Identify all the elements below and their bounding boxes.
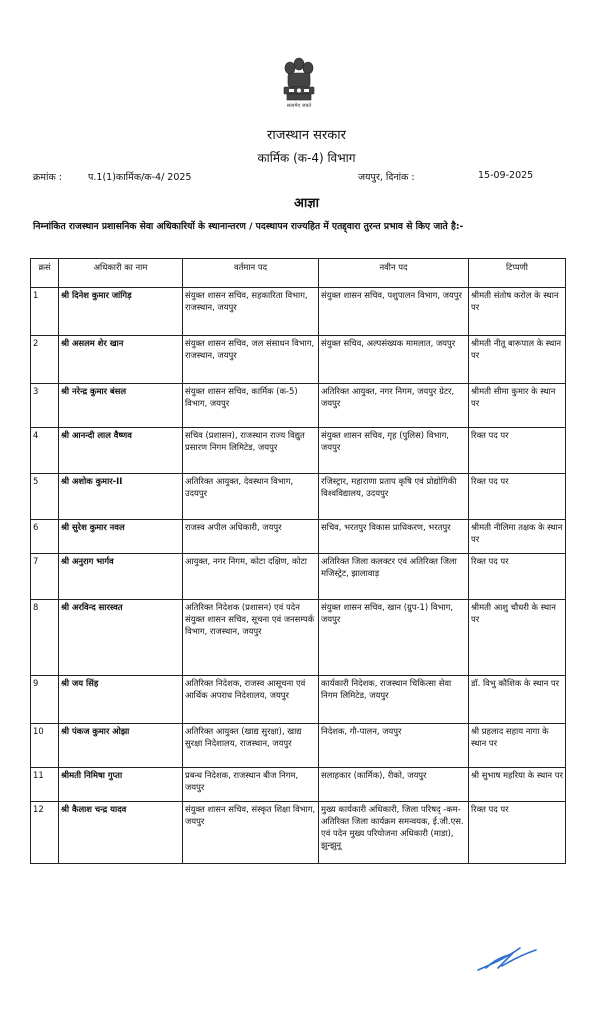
remarks-cell: श्रीमती आशु चौधरी के स्थान पर xyxy=(469,600,566,676)
new-post-cell: सचिव, भरतपुर विकास प्राधिकरण, भरतपुर xyxy=(319,520,469,554)
emblem-caption: सत्यमेव जयते xyxy=(286,103,312,109)
remarks-cell: श्रीमती संतोष करोल के स्थान पर xyxy=(469,288,566,336)
serial-cell: 6 xyxy=(31,520,59,554)
col-header-remarks: टिप्पणी xyxy=(469,259,566,288)
new-post-cell: रजिस्ट्रार, महाराणा प्रताप कृषि एवं प्रोद्योगिकी विश्वविद्यालय, उदयपुर xyxy=(319,474,469,520)
officer-name-cell: श्रीमती निमिषा गुप्ता xyxy=(59,768,183,802)
serial-cell: 8 xyxy=(31,600,59,676)
serial-cell: 2 xyxy=(31,336,59,384)
table-row xyxy=(31,428,566,474)
table-row xyxy=(31,768,566,802)
current-post-cell: संयुक्त शासन सचिव, सहकारिता विभाग, राजस्थान, जयपुर xyxy=(183,288,319,336)
table-row xyxy=(31,336,566,384)
new-post-cell: अतिरिक्त आयुक्त, नगर निगम, जयपुर ग्रेटर, जयपुर xyxy=(319,384,469,428)
officer-name-cell: श्री सुरेश कुमार नवल xyxy=(59,520,183,554)
current-post-cell: अतिरिक्त आयुक्त, देवस्थान विभाग, उदयपुर xyxy=(183,474,319,520)
officer-name-cell: श्री कैलाश चन्द्र यादव xyxy=(59,802,183,864)
remarks-cell: रिक्त पद पर xyxy=(469,428,566,474)
table-header-row xyxy=(31,259,566,288)
new-post-cell: मुख्य कार्यकारी अधिकारी, जिला परिषद् -कम- अतिरिक्त जिला कार्यक्रम समन्वयक, ई.जी.एस. एवं पदेन मुख्य परियोजना अधिकारी (माडा), झुन्झुनू xyxy=(319,802,469,864)
table-row xyxy=(31,520,566,554)
current-post-cell: अतिरिक्त निदेशक (प्रशासन) एवं पदेन संयुक्त शासन सचिव, सूचना एवं जनसम्पर्क विभाग, राजस्थान, जयपुर xyxy=(183,600,319,676)
serial-cell: 7 xyxy=(31,554,59,600)
new-post-cell: कार्यकारी निदेशक, राजस्थान चिकित्सा सेवा निगम लिमिटेड, जयपुर xyxy=(319,676,469,724)
officer-name-cell: श्री पंकज कुमार ओझा xyxy=(59,724,183,768)
table-row xyxy=(31,288,566,336)
government-title: राजस्थान सरकार xyxy=(267,128,346,143)
col-header-new-post: नवीन पद xyxy=(319,259,469,288)
officer-name-cell: श्री अरविन्द सारस्वत xyxy=(59,600,183,676)
remarks-cell: श्री प्रहलाद सहाय नागा के स्थान पर xyxy=(469,724,566,768)
table-row xyxy=(31,384,566,428)
remarks-cell: श्रीमती सीमा कुमार के स्थान पर xyxy=(469,384,566,428)
serial-cell: 12 xyxy=(31,802,59,864)
current-post-cell: संयुक्त शासन सचिव, कार्मिक (क-5) विभाग, जयपुर xyxy=(183,384,319,428)
officer-name-cell: श्री दिनेश कुमार जांगिड़ xyxy=(59,288,183,336)
remarks-cell: श्रीमती नीतू बारूपाल के स्थान पर xyxy=(469,336,566,384)
remarks-cell: डॉ. विभु कौशिक के स्थान पर xyxy=(469,676,566,724)
remarks-cell: रिक्त पद पर xyxy=(469,554,566,600)
remarks-cell: रिक्त पद पर xyxy=(469,802,566,864)
current-post-cell: संयुक्त शासन सचिव, संस्कृत शिक्षा विभाग, जयपुर xyxy=(183,802,319,864)
col-header-serial: क्रसं xyxy=(31,259,59,288)
current-post-cell: अतिरिक्त निदेशक, राजस्व आसूचना एवं आर्थिक अपराध निदेशालय, जयपुर xyxy=(183,676,319,724)
col-header-officer-name: अधिकारी का नाम xyxy=(59,259,183,288)
table-row xyxy=(31,554,566,600)
new-post-cell: संयुक्त शासन सचिव, गृह (पुलिस) विभाग, जयपुर xyxy=(319,428,469,474)
reference-label: क्रमांक : xyxy=(33,172,62,183)
remarks-cell: श्रीमती नीलिमा तक्षक के स्थान पर xyxy=(469,520,566,554)
current-post-cell: अतिरिक्त आयुक्त (खाद्य सुरक्षा), खाद्य सुरक्षा निदेशालय, राजस्थान, जयपुर xyxy=(183,724,319,768)
table-row xyxy=(31,600,566,676)
order-intro: निम्नांकित राजस्थान प्रशासनिक सेवा अधिकारियों के स्थानान्तरण / पदस्थापन राज्यहित में एतद्द्वारा तुरन्त प्रभाव से किए जाते है:- xyxy=(33,221,464,232)
new-post-cell: निदेशक, गौ-पालन, जयपुर xyxy=(319,724,469,768)
department-title: कार्मिक (क-4) विभाग xyxy=(257,151,356,165)
officer-name-cell: श्री अनुराग भार्गव xyxy=(59,554,183,600)
officer-name-cell: श्री असलम शेर खान xyxy=(59,336,183,384)
new-post-cell: संयुक्त शासन सचिव, पशुपालन विभाग, जयपुर xyxy=(319,288,469,336)
table-row xyxy=(31,802,566,864)
officer-name-cell: श्री जय सिंह xyxy=(59,676,183,724)
serial-cell: 9 xyxy=(31,676,59,724)
new-post-cell: सलाहकार (कार्मिक), रीको, जयपुर xyxy=(319,768,469,802)
new-post-cell: अतिरिक्त जिला कलक्टर एवं अतिरिक्त जिला मजिस्ट्रेट, झालावाड़ xyxy=(319,554,469,600)
officer-name-cell: श्री आनन्दी लाल वैष्णव xyxy=(59,428,183,474)
table-row xyxy=(31,724,566,768)
new-post-cell: संयुक्त शासन सचिव, खान (ग्रुप-1) विभाग, जयपुर xyxy=(319,600,469,676)
serial-cell: 5 xyxy=(31,474,59,520)
place-date-label: जयपुर, दिनांक : xyxy=(358,172,415,183)
serial-cell: 3 xyxy=(31,384,59,428)
current-post-cell: प्रबन्ध निदेशक, राजस्थान बीज निगम, जयपुर xyxy=(183,768,319,802)
table-row xyxy=(31,676,566,724)
current-post-cell: आयुक्त, नगर निगम, कोटा दक्षिण, कोटा xyxy=(183,554,319,600)
new-post-cell: संयुक्त सचिव, अल्पसंख्यक मामलात, जयपुर xyxy=(319,336,469,384)
serial-cell: 11 xyxy=(31,768,59,802)
current-post-cell: संयुक्त शासन सचिव, जल संसाधन विभाग, राजस्थान, जयपुर xyxy=(183,336,319,384)
table-row xyxy=(31,474,566,520)
order-title: आज्ञा xyxy=(294,196,319,211)
serial-cell: 4 xyxy=(31,428,59,474)
reference-number: प.1(1)कार्मिक/क-4/ 2025 xyxy=(88,172,192,183)
transfer-table xyxy=(30,258,566,864)
serial-cell: 1 xyxy=(31,288,59,336)
current-post-cell: सचिव (प्रशासन), राजस्थान राज्य विद्युत प्रसारण निगम लिमिटेड, जयपुर xyxy=(183,428,319,474)
col-header-current-post: वर्तमान पद xyxy=(183,259,319,288)
order-date: 15-09-2025 xyxy=(478,170,534,181)
remarks-cell: रिक्त पद पर xyxy=(469,474,566,520)
remarks-cell: श्री सुभाष महरिया के स्थान पर xyxy=(469,768,566,802)
current-post-cell: राजस्व अपील अधिकारी, जयपुर xyxy=(183,520,319,554)
officer-name-cell: श्री अशोक कुमार-II xyxy=(59,474,183,520)
serial-cell: 10 xyxy=(31,724,59,768)
officer-name-cell: श्री नरेन्द्र कुमार बंसल xyxy=(59,384,183,428)
signature-icon xyxy=(472,938,542,978)
